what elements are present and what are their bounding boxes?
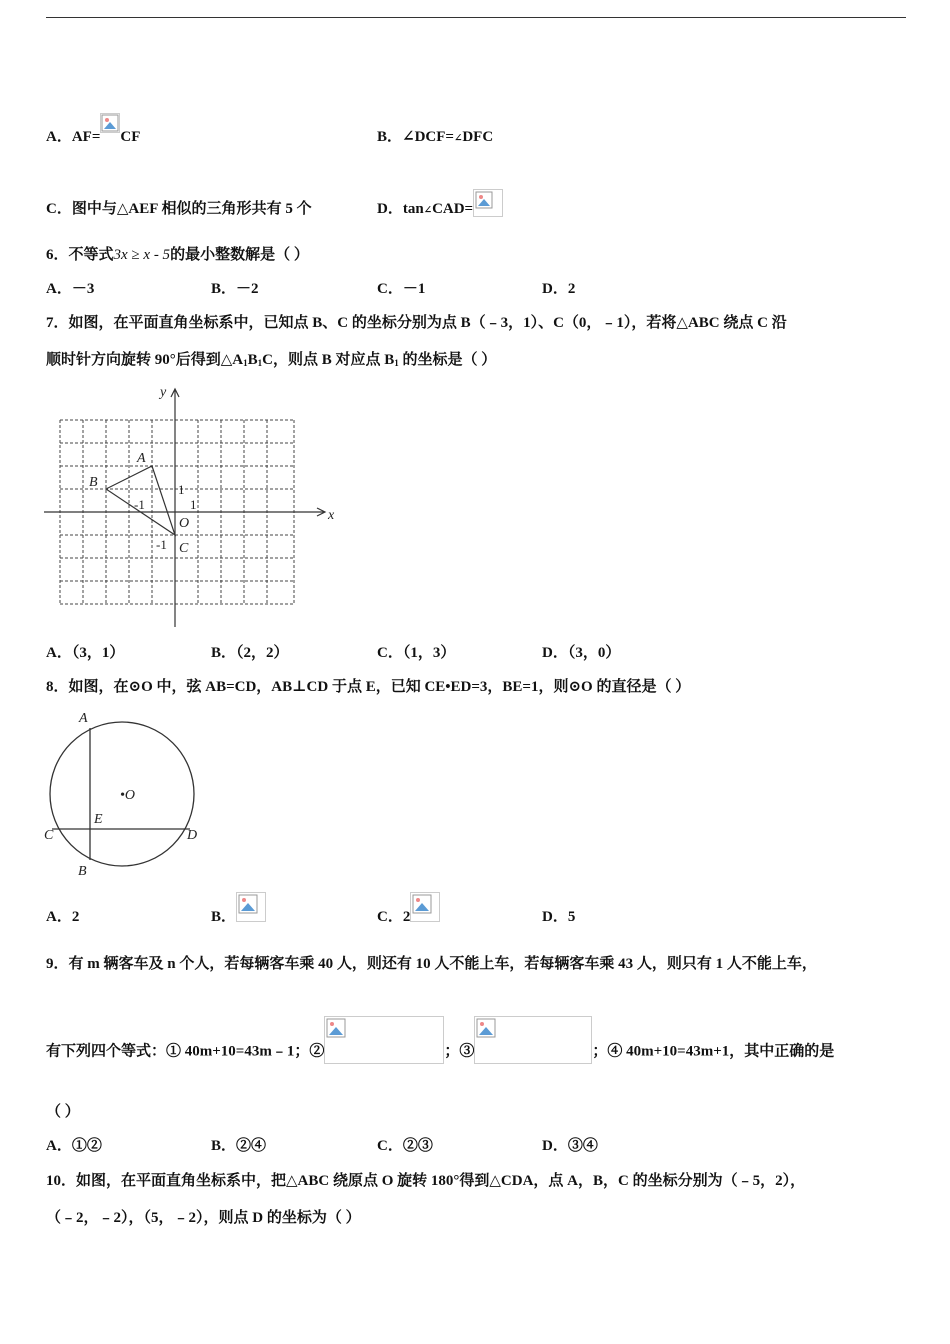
point-label-a: A (79, 711, 88, 726)
q9-line2-c: ；④ 40m+10=43m+1，其中正确的是 (592, 1043, 835, 1060)
q7-line2 (46, 350, 496, 373)
q5-option-b (377, 127, 493, 149)
q5-option-c: C．图中与△AEF 相似的三角形共有 5 个 (46, 201, 312, 217)
point-label-d: D (187, 828, 198, 843)
q7-line2-c: C，则点 B 对应点 B (262, 352, 395, 368)
q8-c-text: C．2 (377, 909, 411, 925)
q9-line2 (46, 1040, 834, 1064)
q7-sub1: 1 (243, 358, 248, 368)
point-label-a: A (137, 451, 146, 466)
q8-option-a: A．2 (46, 909, 80, 925)
point-label-o: •O (120, 788, 136, 803)
q10-line1: 10．如图，在平面直角坐标系中，把△ABC 绕原点 O 旋转 180°得到△CDA，点 A，B，C 的坐标分别为（﹣5，2）， (46, 1173, 806, 1189)
q5-d-text: D．tan (377, 201, 424, 217)
q5-d-angle: ∠ (423, 205, 433, 216)
q5-b-angle: ∠ (453, 133, 463, 144)
q5-d-end: CAD= (432, 201, 474, 217)
q9-line2-b: ；③ (444, 1043, 475, 1060)
axis-label-x: x (328, 508, 335, 523)
q9-option-b: B．②④ (211, 1138, 267, 1154)
header-rule (46, 17, 906, 18)
q8-option-d: D．5 (542, 909, 576, 925)
q5-option-d (377, 199, 503, 221)
q7-line2-d: 的坐标是（ ） (398, 352, 497, 368)
axis-label-y: y (160, 385, 167, 400)
q6-option-d: D．2 (542, 281, 576, 297)
q6-stem-prefix: 6．不等式 (46, 247, 114, 263)
q6-stem-suffix: 的最小整数解是（ ） (170, 247, 309, 263)
q6-option-a: A．－3 (46, 281, 95, 297)
q7-option-c: C．（1，3） (377, 645, 456, 661)
tick-label-neg1-y: -1 (156, 537, 167, 552)
q8-stem: 8．如图，在⊙O 中，弦 AB=CD，AB⊥CD 于点 E，已知 CE•ED=3，BE=1，则⊙O 的直径是（ ） (46, 679, 691, 695)
point-label-c: C (44, 828, 54, 843)
point-label-b: B (89, 475, 98, 490)
q6-option-c: C．－1 (377, 281, 426, 297)
q5-a-suffix: CF (120, 129, 141, 145)
q9-line3: （ ） (46, 1104, 80, 1120)
q7-sub2: 1 (257, 358, 263, 368)
q9-option-d: D．③④ (542, 1138, 598, 1154)
q7-sub3: 1 (394, 358, 399, 368)
q7-line1: 7．如图，在平面直角坐标系中，已知点 B、C 的坐标分别为点 B（﹣3，1）、C（0，﹣1），若将△ABC 绕点 C 沿 (46, 315, 787, 331)
broken-image-icon (474, 1016, 592, 1064)
broken-image-icon (324, 1016, 444, 1064)
q7-option-d: D．（3，0） (542, 645, 621, 661)
q10-line2: （﹣2，﹣2），（5，﹣2），则点 D 的坐标为（ ） (46, 1210, 361, 1226)
q9-line1: 9．有 m 辆客车及 n 个人，若每辆客车乘 40 人，则还有 10 人不能上车，若每辆客车乘 43 人，则只有 1 人不能上车， (46, 956, 817, 972)
q7-line2-b: B (247, 352, 258, 368)
q5-option-a (46, 127, 140, 147)
q7-coordinate-figure (44, 382, 344, 630)
q7-option-a: A．（3，1） (46, 645, 125, 661)
broken-image-icon (236, 892, 266, 922)
q8-option-c (377, 907, 440, 927)
q8-b-text: B． (211, 909, 237, 925)
q9-option-a: A．①② (46, 1138, 102, 1154)
broken-image-icon (100, 113, 120, 133)
broken-image-icon (410, 892, 440, 922)
q8-circle-figure (44, 708, 204, 880)
q8-option-b (211, 907, 266, 927)
point-label-b: B (78, 864, 87, 879)
q6-option-b: B．－2 (211, 281, 259, 297)
q9-option-c: C．②③ (377, 1138, 433, 1154)
broken-image-icon (473, 189, 503, 217)
q9-line2-a: 有下列四个等式：① 40m+10=43m﹣1；② (46, 1043, 325, 1060)
q5-b-end: DFC (462, 129, 494, 145)
tick-label-1-x: 1 (190, 497, 197, 512)
point-label-c: C (179, 541, 189, 556)
point-label-e: E (94, 812, 103, 827)
tick-label-1-y: 1 (178, 482, 185, 497)
q5-b-text: B．∠DCF= (377, 129, 454, 145)
q6-math: 3x ≥ x - 5 (113, 247, 171, 263)
q7-option-b: B．（2，2） (211, 645, 289, 661)
point-label-o: O (179, 516, 190, 531)
tick-label-neg1-x: -1 (134, 497, 145, 512)
q7-line2-a: 顺时针方向旋转 90°后得到△A (46, 352, 244, 368)
q5-a-prefix: A．AF= (46, 129, 101, 145)
q6-stem (46, 245, 309, 265)
